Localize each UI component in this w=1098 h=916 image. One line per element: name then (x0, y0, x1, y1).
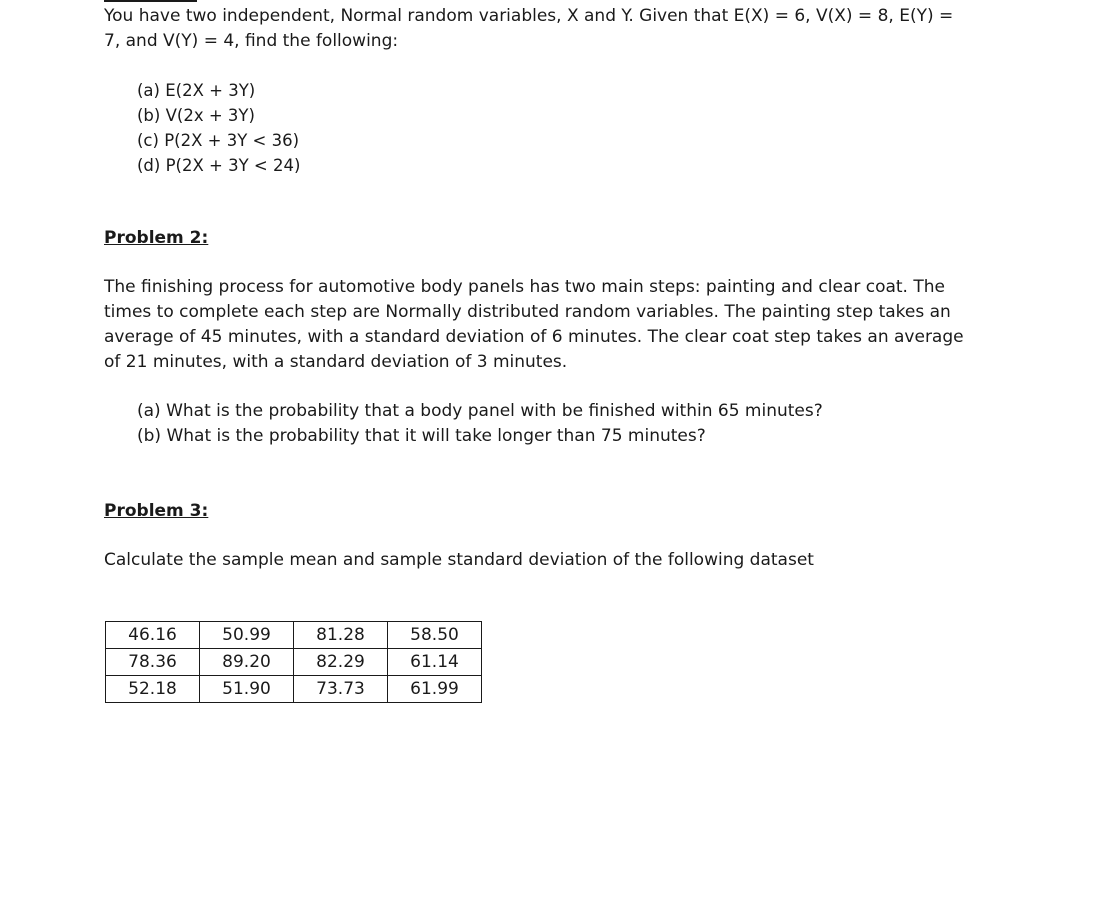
problem2-question-a: (a) What is the probability that a body panel with be finished within 65 minutes? (137, 401, 823, 421)
problem2-text: The finishing process for automotive body panels has two main steps: painting and clear coat. The times to complete each step are Normally distributed random variables. The painting step takes an average of 45 minutes, with a standard deviation of 6 minutes. The clear coat step takes an average of 21 minutes, with a standard deviation of 3 minutes. (104, 277, 964, 372)
table-cell: 81.28 (294, 622, 388, 649)
problem1-intro: You have two independent, Normal random variables, X and Y. Given that E(X) = 6, V(X) = 8, E(Y) = 7, and V(Y) = 4, find the following: (104, 6, 954, 51)
table-cell: 50.99 (200, 622, 294, 649)
table-row (106, 676, 482, 703)
table-cell: 58.50 (388, 622, 482, 649)
problem2-heading: Problem 2: (104, 228, 209, 248)
table-row (106, 622, 482, 649)
problem2-question-b: (b) What is the probability that it will take longer than 75 minutes? (137, 426, 706, 446)
table-cell: 82.29 (294, 649, 388, 676)
table-row (106, 649, 482, 676)
table-cell: 61.14 (388, 649, 482, 676)
problem1-questions (137, 78, 300, 178)
table-cell: 61.99 (388, 676, 482, 703)
table-cell: 46.16 (106, 622, 200, 649)
table-cell: 89.20 (200, 649, 294, 676)
problem3-heading: Problem 3: (104, 501, 209, 521)
table-cell: 78.36 (106, 649, 200, 676)
dataset-table (105, 621, 482, 703)
problem1-question-d: (d) P(2X + 3Y < 24) (137, 156, 301, 175)
table-cell: 51.90 (200, 676, 294, 703)
table-cell: 73.73 (294, 676, 388, 703)
problem1-question-a: (a) E(2X + 3Y) (137, 81, 256, 100)
table-cell: 52.18 (106, 676, 200, 703)
problem1-question-b: (b) V(2x + 3Y) (137, 106, 255, 125)
problem1-question-c: (c) P(2X + 3Y < 36) (137, 131, 300, 150)
top-rule-divider (104, 0, 197, 2)
problem3-text: Calculate the sample mean and sample standard deviation of the following dataset (104, 550, 814, 570)
problem2-questions (137, 399, 823, 449)
